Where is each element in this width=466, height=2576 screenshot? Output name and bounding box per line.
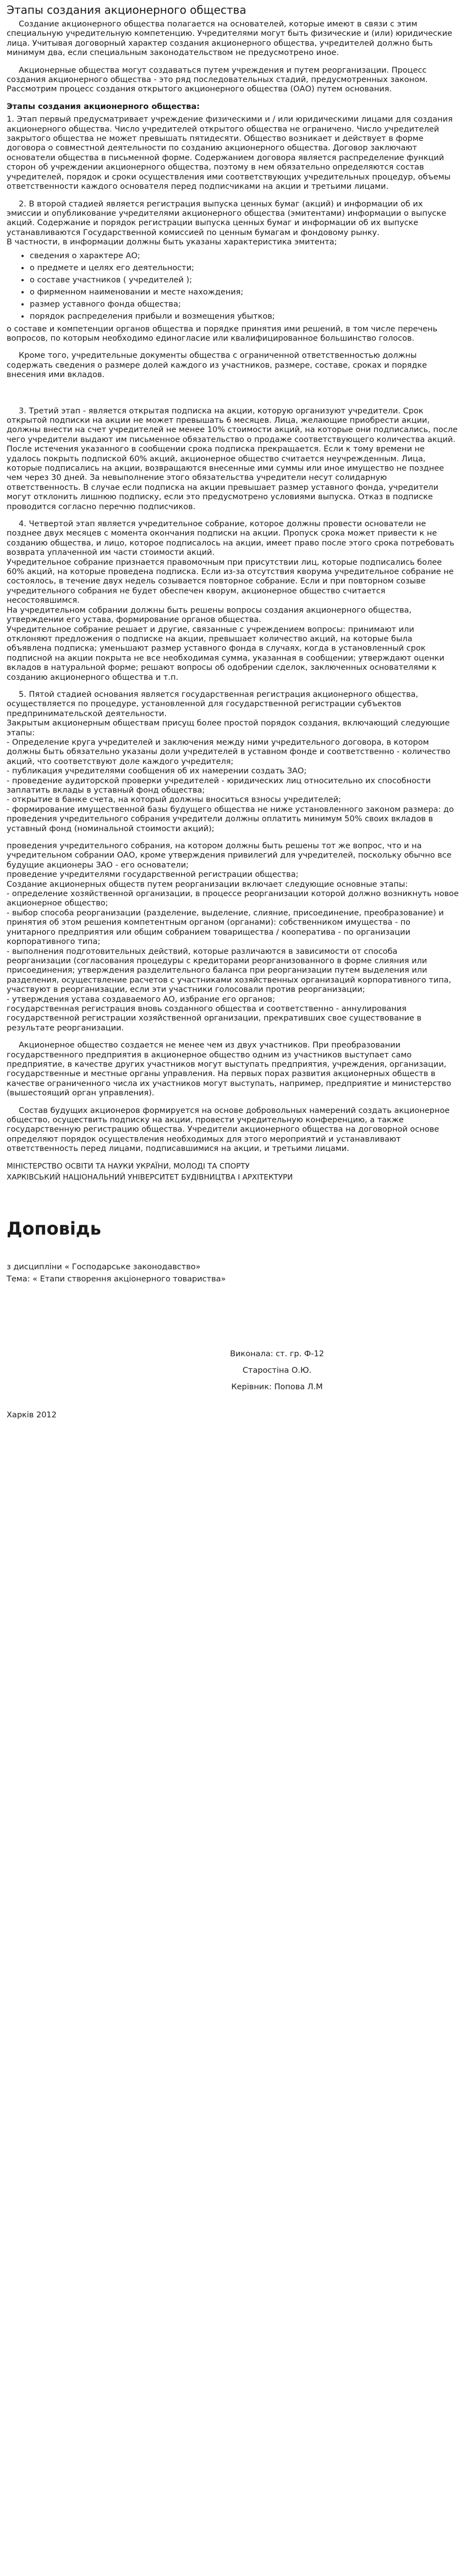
stage-3 bbox=[7, 407, 459, 512]
supervisor-line: Керівник: Попова Л.М bbox=[231, 1382, 323, 1391]
outro-paragraph: Состав будущих акционеров формируется на основе добровольных намерений создать акционерное общество, осуществить подписку на акции, провести учредительную конференцию, а также государственную регистрацию общества. Учредители акционерного общества на договорной основе определяют порядок осуществления необходимых для этого мероприятий и устанавливают ответственность перед лицами, подписавшимися на акции, и третьими лицами. bbox=[7, 1106, 450, 1154]
stage-3-paragraph: 3. Третий этап - является открытая подписка на акции, которую организуют учредители. Срок открытой подписки на акции не может превышать 6 месяцев. Лица, желающие приобрести акции, должны внести на счет учредителей не менее 10% стоимости акций, на которые они подписались, после чего учредители выдают им письменное обязательство о продаже соответствующего количества акций. После истечения указанного в сообщении срока подписка прекращается. Если к тому времени не удалось покрыть подпиской 60% акций, акционерное общество считается неучрежденным. Лица, которые подписались на акции, возвращаются внесенные ими суммы или иное имущество не позднее чем через 30 дней. За невыполнение этого обязательства учредители несут солидарную ответственность. В случае если подписка на акции превышает размер уставного фонда, учредители могут отклонить лишнюю подписку, если это предусмотрено условиями выпуска. Отказ в подписке проводится согласно перечню подписчиков. bbox=[7, 406, 458, 511]
stage-5-paragraph: государственная регистрация вновь созданного общества и соответственно - аннулирования государственной регистрации хозяйственной организации, прекративших свое существование в результате реорганизации. bbox=[7, 1004, 422, 1033]
intro-paragraph: Акционерные общества могут создаваться путем учреждения и путем реорганизации. Процесс создания акционерного общества - это ряд последовательных стадий, предусмотренных законом. Рассмотрим процесс создания открытого акционерного общества (ОАО) путем основания. bbox=[7, 66, 428, 94]
stage-2-note: Кроме того, учредительные документы общества с ограниченной ответственностью должны содержать сведения о размере долей каждого из участников, размере, составе, сроках и порядке внесения ими вкладов. bbox=[7, 351, 427, 380]
author-name: Старостіна О.Ю. bbox=[242, 1366, 312, 1375]
list-item: • сведения о характере АО; bbox=[30, 250, 459, 262]
city-year: Харків 2012 bbox=[7, 1410, 57, 1420]
stage-5-paragraph: 5. Пятой стадией основания является государственная регистрация акционерного общества, осуществляется по процедуре, установленной для государственной регистрации субъектов предпринимательской деятельности. bbox=[7, 690, 419, 718]
stage-5-paragraph: проведения учредительного собрания, на котором должны быть решены тот же вопрос, что и на учредительном собрании ОАО, кроме утверждения привилегий для учредителей, поскольку обычно все будущие акционеры ЗАО - его основатели; bbox=[7, 842, 452, 870]
stage-1-paragraph: 1. Этап первый предусматривает учреждение физическими и / или юридическими лицами для создания акционерного общества. Число учредителей открытого общества не ограничено. Число учредителей закрытого общества не может превышать пятидесяти. Общество возникает и действует в форме договора о совместной деятельности по созданию акционерного общества. Договор заключают основатели общества в письменной форме. Содержанием договора является распределение функций сторон об учреждении акционерного общества, поэтому в нем обязательно определяются состав учредителей, порядок и сроки осуществления ими соответствующих учредительных процедур, объемы ответственности каждого основателя перед подписчиками на акции и третьими лицами. bbox=[7, 115, 453, 192]
stage-2-bullet-list bbox=[7, 250, 459, 323]
stage-5-paragraph: Закрытым акционерным обществам присущ более простой порядок создания, включающий следующие этапы: bbox=[7, 719, 450, 738]
stage-1 bbox=[7, 115, 459, 192]
stage-2 bbox=[7, 200, 459, 380]
stage-5-paragraph: Создание акционерных обществ путем реорганизации включает следующие основные этапы: bbox=[7, 880, 408, 889]
stage-2-lead: В частности, в информации должны быть указаны характеристика эмитента; bbox=[7, 238, 337, 247]
stage-5-paragraph: - утверждения устава создаваемого АО, избрание его органов; bbox=[7, 995, 275, 1004]
stage-5 bbox=[7, 690, 459, 1033]
report-heading: Доповідь bbox=[7, 1218, 101, 1239]
author-block bbox=[7, 1346, 459, 1395]
stage-2-paragraph: 2. В второй стадией является регистрация выпуска ценных бумаг (акций) и информации об их эмиссии и опубликование учредителями акционерного общества (эмитентами) информации о выпуске акций. Содержание и порядок регистрации выпуска ценных бумаг и информации об их выпуске устанавливаются Государственной комиссией по ценным бумагам и фондовому рынку. bbox=[7, 199, 447, 237]
stage-5-paragraph: - публикация учредителями сообщения об их намерении создать ЗАО; bbox=[7, 767, 307, 776]
stage-5-paragraph: - Определение круга учредителей и заключения между ними учредительного договора, в котором должны быть обязательно указаны доли учредителей в уставном фонде и соответственно - количество акций, что соответствуют доле каждого учредителя; bbox=[7, 738, 451, 766]
list-item: • размер уставного фонда общества; bbox=[30, 298, 459, 310]
stage-4-paragraph: 4. Четвертой этап является учредительное собрание, которое должны провести основатели не позднее двух месяцев с момента окончания подписки на акции. Пропуск срока может привести к не созданию общества, и лицо, которое подписалось на акции, имеет право после этого срока потребовать возврата уплаченной им части стоимости акций. bbox=[7, 520, 454, 558]
stage-4-paragraph: Учредительное собрание признается правомочным при присутствии лиц, которые подписались более 60% акций, на которые проведена подписка. Если из-за отсутствия кворума учредительное собрание не состоялось, в течение двух недель созывается повторное собрание. Если и при повторном созыве учредительного собрания не будет обеспечен кворум, акционерное общество считается несостоявшимся. bbox=[7, 558, 454, 605]
list-item: • о фирменном наименовании и месте нахождения; bbox=[30, 286, 459, 298]
stage-5-paragraph: - проведение аудиторской проверки учредителей - юридических лиц относительно их способности заплатить вклады в уставный фонд общества; bbox=[7, 776, 431, 795]
list-item: • порядок распределения прибыли и возмещения убытков; bbox=[30, 310, 459, 323]
intro-section bbox=[7, 20, 459, 95]
intro-paragraph: Создание акционерного общества полагается на основателей, которые имеют в связи с этим специальную учредительную компетенцию. Учредителями могут быть физические и (или) юридические лица. Учитывая договорный характер создания акционерного общества, учредителей должно быть минимум два, если специальным законодательством не предусмотрено иное. bbox=[7, 20, 452, 58]
list-item: • о предмете и целях его деятельности; bbox=[30, 262, 459, 274]
stage-2-after: о составе и компетенции органов общества и порядке принятия ими решений, в том числе перечень вопросов, по которым необходимо единогласие или квалифицированное большинство голосов. bbox=[7, 324, 438, 343]
ministry-name: МІНІСТЕРСТВО ОСВІТИ ТА НАУКИ УКРАЇНИ, МОЛОДІ ТА СПОРТУ bbox=[7, 1161, 250, 1171]
stage-4 bbox=[7, 520, 459, 683]
stage-5-paragraph: - выбор способа реорганизации (разделение, выделение, слияние, присоединение, преобразование) и принятия об этом решения компетентным органом (органами): собственником имущества - по унитарного предприятия или общим собранием товарищества / кооператива - по организации корпоративного типа; bbox=[7, 908, 444, 947]
university-name: ХАРКІВСЬКИЙ НАЦІОНАЛЬНИЙ УНІВЕРСИТЕТ БУДІВНИЦТВА І АРХІТЕКТУРИ bbox=[7, 1172, 293, 1182]
stage-5-paragraph: - формирование имущественной базы будущего общества не ниже установленного законом размера: до проведения учредительного собрания учредители должны оплатить минимум 50% своих вкладов в уставный фонд (номинальной стоимости акций); bbox=[7, 805, 454, 833]
stage-5-paragraph: - открытие в банке счета, на который должны вноситься взносы учредителей; bbox=[7, 795, 341, 805]
stage-5-paragraph: - определение хозяйственной организации, в процессе реорганизации которой должно возникнуть новое акционерное общество; bbox=[7, 889, 459, 908]
stage-5-paragraph: - выполнения подготовительных действий, которые различаются в зависимости от способа реорганизации (согласования процедуры с кредиторами реорганизованного в форме слияния или присоединения; утверждения разделительного баланса при реорганизации путем выделения или разделения, осуществление расчетов с участниками хозяйственных организаций корпоративного типа, участвуют в реорганизации, если эти участники голосовали против реорганизации; bbox=[7, 947, 452, 995]
page-title: Этапы создания акционерного общества bbox=[7, 3, 246, 17]
stage-4-paragraph: Учредительное собрание решает и другие, связанные с учреждением вопросы: принимают или отклоняют предложения о подписке на акции, превышает количество акций, на которые была объявлена подписка; уменьшают размер уставного фонда в случаях, когда в установленный срок подписной на акции покрыта не все необходимая сумма, указанная в сообщении; утверждают оценки вкладов в натуральной форме; решают вопросы об одобрении сделок, заключенных основателями к созданию акционерного общества и т.п. bbox=[7, 625, 445, 682]
stage-4-paragraph: На учредительном собрании должны быть решены вопросы создания акционерного общества, утверждении его устава, формирование органов общества. bbox=[7, 605, 412, 625]
discipline-line: з дисципліни « Господарське законодавство» bbox=[7, 1262, 201, 1271]
stages-heading: Этапы создания акционерного общества: bbox=[7, 102, 200, 111]
topic-line: Тема: « Етапи створення акціонерного товариства» bbox=[7, 1274, 226, 1284]
outro-section bbox=[7, 1041, 459, 1154]
document-page bbox=[0, 3, 466, 1436]
stage-5-paragraph: проведение учредителями государственной регистрации общества; bbox=[7, 870, 299, 880]
report-title-page bbox=[7, 1162, 459, 1436]
list-item: • о составе участников ( учредителей ); bbox=[30, 274, 459, 286]
outro-paragraph: Акционерное общество создается не менее чем из двух участников. При преобразовании государственного предприятия в акционерное общество одним из участников выступает само предприятие, в качестве других участников могут выступать предприятия, учреждения, организации, государственные и местные органы управления. На первых порах развития акционерных обществ в качестве ограниченного числа их участников могут выступать, например, предприятие и министерство (вышестоящий орган управления). bbox=[7, 1041, 451, 1098]
author-line: Виконала: ст. гр. Ф-12 bbox=[230, 1349, 324, 1358]
